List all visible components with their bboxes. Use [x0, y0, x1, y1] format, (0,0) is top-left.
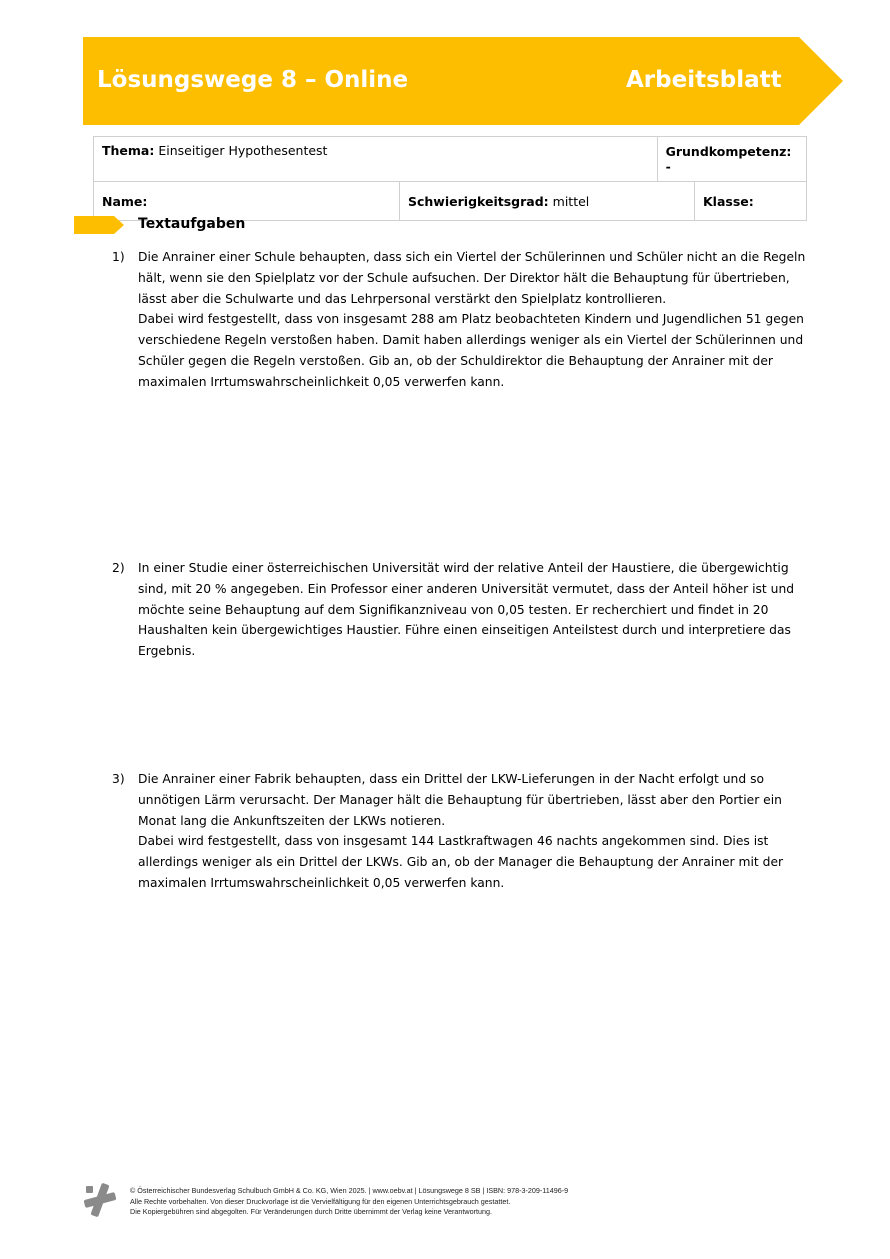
name-label: Name:	[102, 193, 148, 209]
klasse-cell	[695, 182, 807, 221]
grundkompetenz-value: -	[665, 159, 671, 174]
thema-label: Thema:	[102, 143, 155, 158]
task-paragraph: Die Anrainer einer Schule behaupten, dass sich ein Viertel der Schülerinnen und Schüler nicht an die Regeln hält, wenn sie den Spielplatz vor der Schule aufsuchen. Der Direktor hält die Behauptung für übertrieben, lässt aber die Schulwarte und das Lehrpersonal verstärkt den Spielplatz kontrollieren.	[138, 250, 806, 306]
task-number: 1)	[112, 250, 125, 264]
footer-line: Die Kopiergebühren sind abgegolten. Für Veränderungen durch Dritte übernimmt der Verlag keine Verantwortung.	[130, 1207, 492, 1216]
grundkompetenz-cell	[657, 137, 806, 182]
page-title: Lösungswege 8 – Online	[97, 67, 409, 93]
schwierigkeit-label: Schwierigkeitsgrad:	[408, 193, 549, 209]
oebv-logo-icon	[84, 1183, 116, 1217]
klasse-label: Klasse:	[703, 193, 754, 209]
task-paragraph: Dabei wird festgestellt, dass von insgesamt 288 am Platz beobachteten Kindern und Jugendlichen 51 gegen verschiedene Regeln verstoßen haben. Damit haben allerdings weniger als ein Viertel der Schülerinnen und Schüler gegen die Regeln verstoßen. Gib an, ob der Schuldirektor die Behauptung der Anrainer mit der maximalen Irrtumswahrscheinlichkeit 0,05 verwerfen kann.	[138, 312, 804, 389]
footer-line: © Österreichischer Bundesverlag Schulbuch GmbH & Co. KG, Wien 2025. | www.oebv.at | Lösungswege 8 SB | ISBN: 978-3-209-11496-9	[130, 1186, 569, 1195]
footer-copyright	[130, 1186, 568, 1218]
schwierigkeit-cell	[400, 182, 695, 221]
schwierigkeit-value: mittel	[552, 193, 590, 209]
name-cell	[94, 182, 400, 221]
footer-line: Alle Rechte vorbehalten. Von dieser Druckvorlage ist die Vervielfältigung für den eigenen Unterrichtsgebrauch gestattet.	[130, 1196, 511, 1206]
task-number: 3)	[112, 772, 125, 786]
task-paragraph: Die Anrainer einer Fabrik behaupten, dass ein Drittel der LKW-Lieferungen in der Nacht erfolgt und so unnötigen Lärm verursacht. Der Manager hält die Behauptung für übertrieben, lässt aber den Portier ein Monat lang die Ankunftszeiten der LKWs notieren.	[138, 772, 782, 828]
section-arrow-icon	[74, 214, 126, 236]
thema-cell	[94, 137, 658, 182]
task-paragraph: Dabei wird festgestellt, dass von insgesamt 144 Lastkraftwagen 46 nachts angekommen sind. Dies ist allerdings weniger als ein Drittel der LKWs. Gib an, ob der Manager die Behauptung der Anrainer mit der maximalen Irrtumswahrscheinlichkeit 0,05 verwerfen kann.	[138, 834, 784, 890]
grundkompetenz-label: Grundkompetenz:	[665, 144, 792, 159]
header-banner	[83, 37, 843, 125]
document-type-label: Arbeitsblatt	[626, 67, 782, 93]
task-number: 2)	[112, 561, 125, 575]
thema-value: Einseitiger Hypothesentest	[158, 143, 328, 158]
section-title: Textaufgaben	[138, 216, 246, 232]
task-paragraph: In einer Studie einer österreichischen Universität wird der relative Anteil der Haustiere, die übergewichtig sind, mit 20 % angegeben. Ein Professor einer anderen Universität vermutet, dass der Anteil höher ist und möchte seine Behauptung auf dem Signifikanzniveau von 0,05 testen. Er recherchiert und findet in 20 Haushalten kein übergewichtiges Haustier. Führe einen einseitigen Anteilstest durch und interpretiere das Ergebnis.	[138, 561, 795, 659]
info-table	[93, 136, 807, 221]
